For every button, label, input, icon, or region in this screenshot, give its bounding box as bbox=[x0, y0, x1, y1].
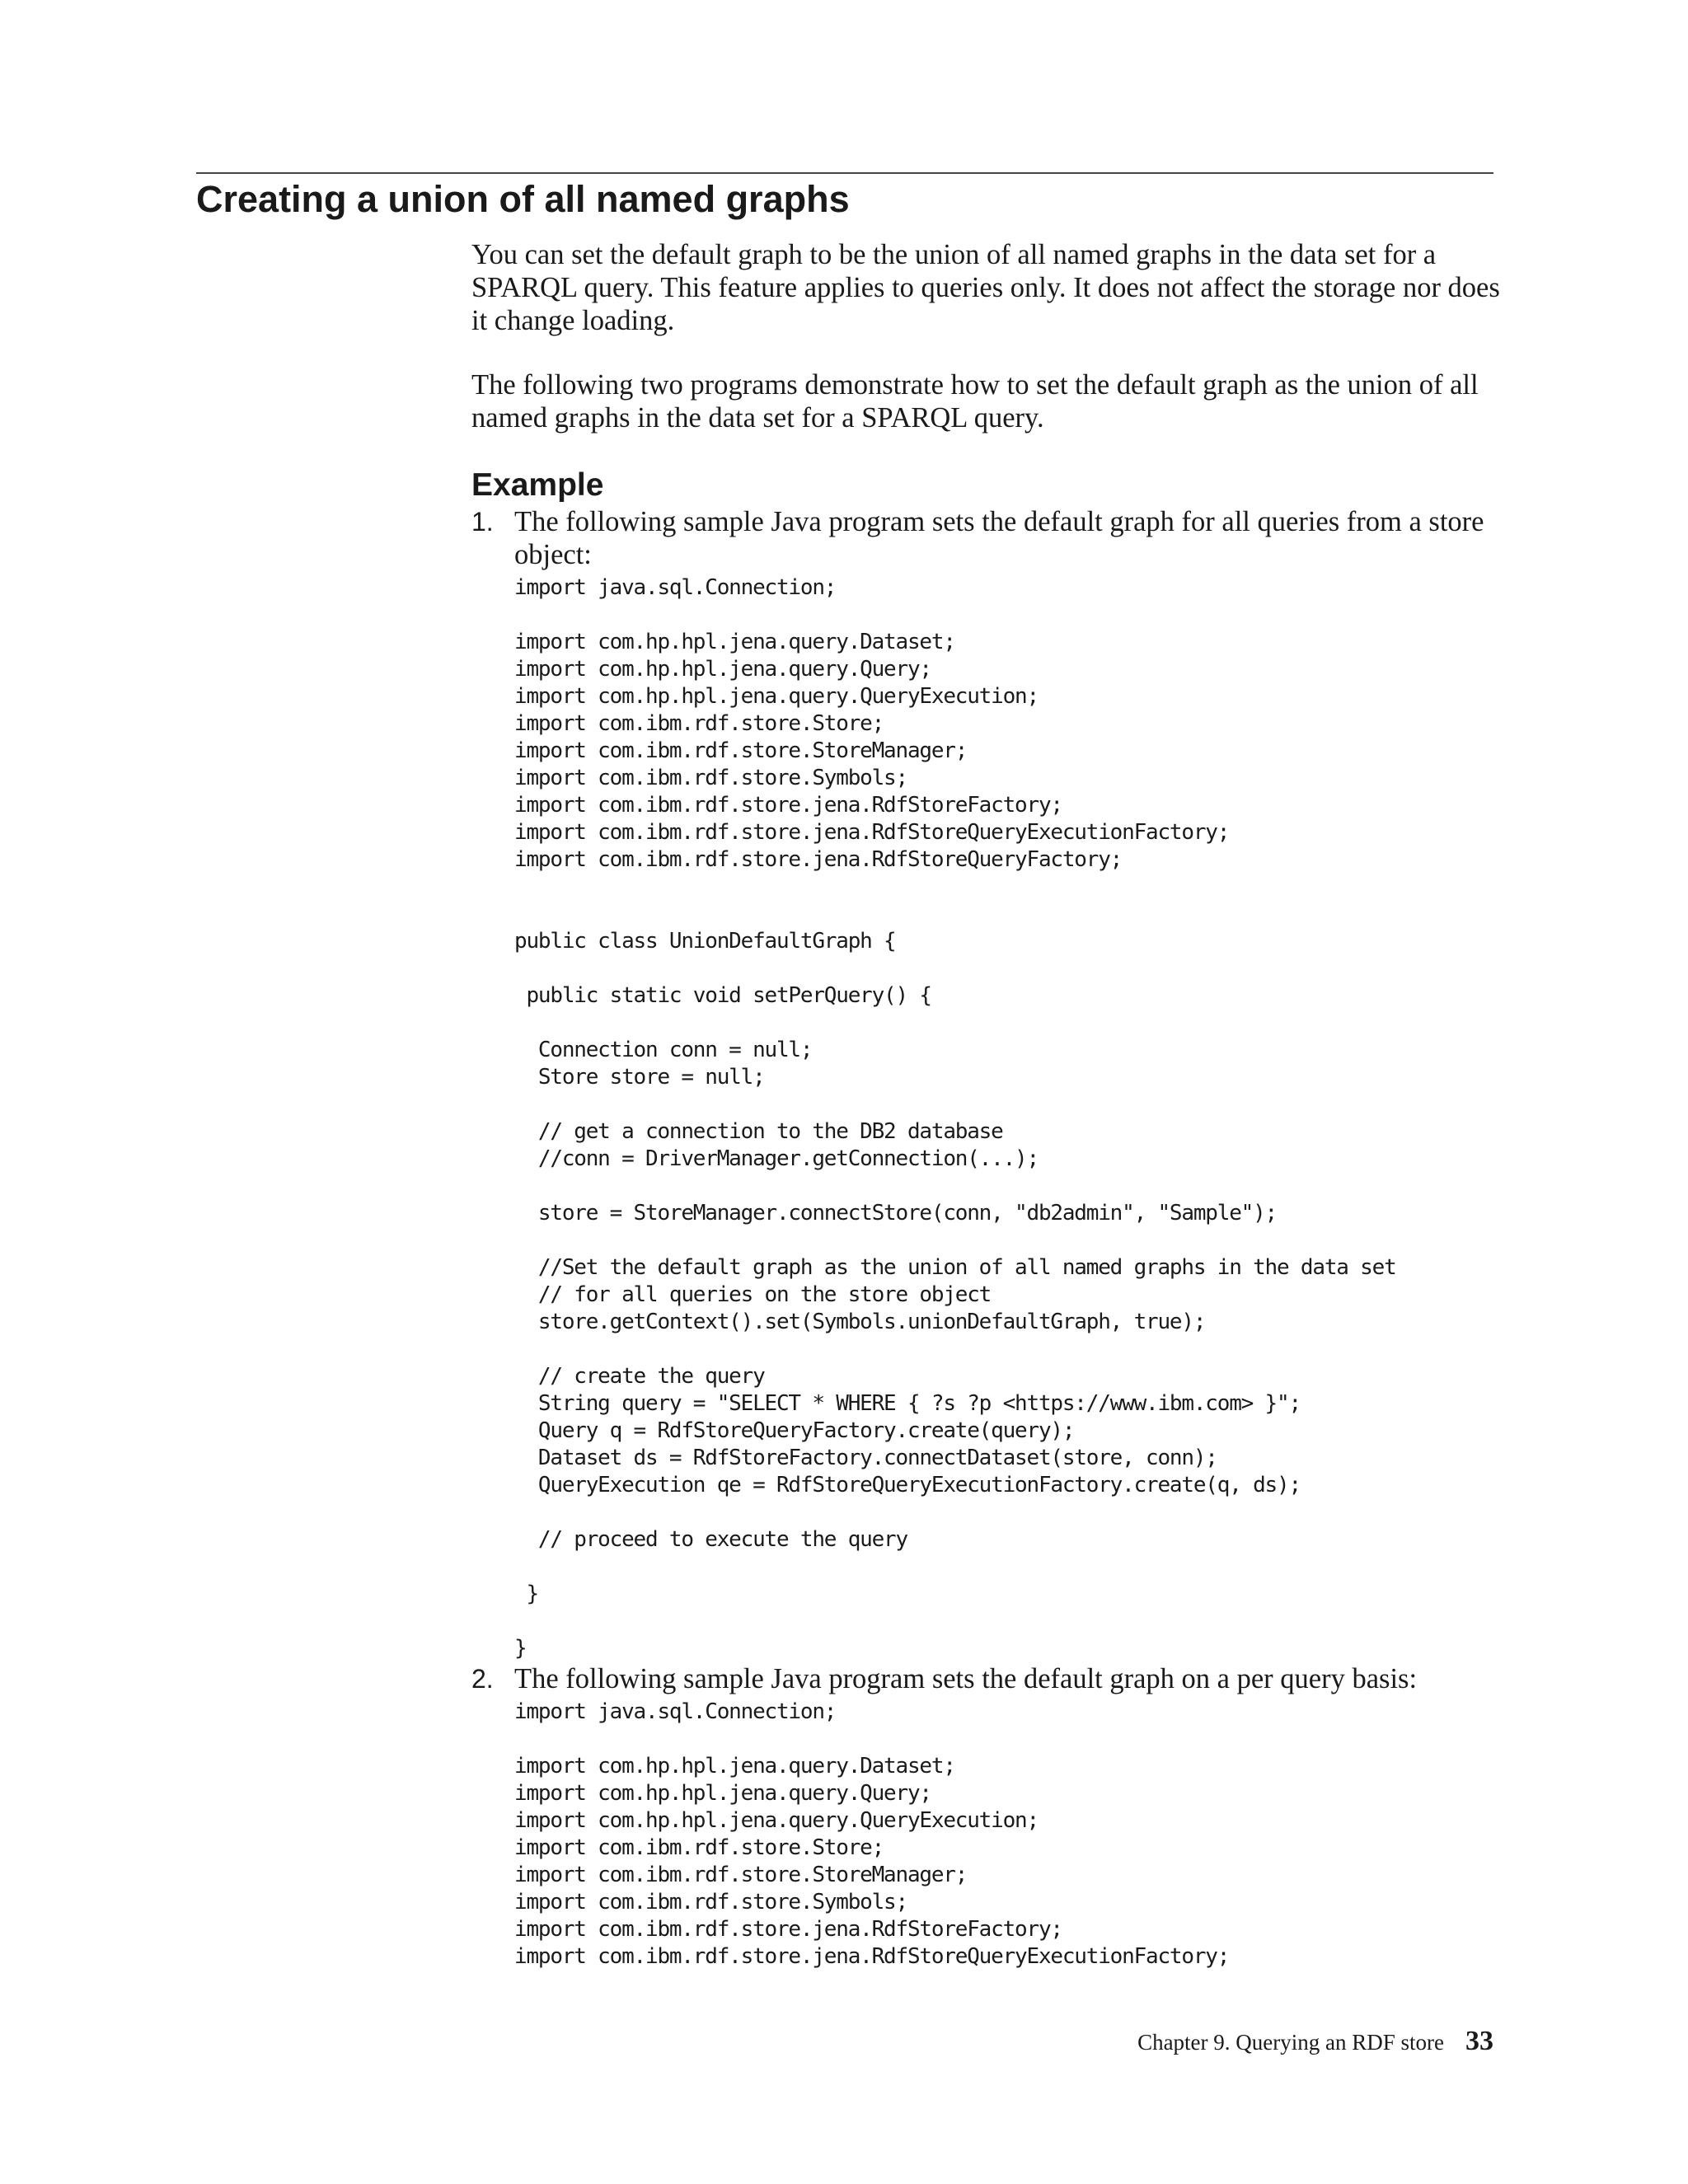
page-number: 33 bbox=[1465, 2026, 1493, 2056]
page-footer bbox=[1137, 2025, 1493, 2059]
example-steps bbox=[471, 505, 1502, 1971]
step-text: The following sample Java program sets the default graph for all queries from a store object: bbox=[514, 506, 1484, 570]
step-2 bbox=[471, 1662, 1502, 1971]
section-title: Creating a union of all named graphs bbox=[196, 178, 850, 220]
code-block: import java.sql.Connection; import com.hp.hpl.jena.query.Dataset; import com.hp.hpl.jena.query.Query; import com.hp.hpl.jena.query.QueryExecution; import com.ibm.rdf.store.Store; import com.ibm.rdf.store.StoreManager; import com.ibm.rdf.store.Symbols; import com.ibm.rdf.store.jena.RdfStoreFactory; import com.ibm.rdf.store.jena.RdfStoreQueryExecutionFactory; bbox=[514, 1699, 1230, 1969]
main-content bbox=[471, 238, 1502, 1971]
section-top-rule bbox=[196, 172, 1493, 174]
code-block: import java.sql.Connection; import com.hp.hpl.jena.query.Dataset; import com.hp.hpl.jena.query.Query; import com.hp.hpl.jena.query.QueryExecution; import com.ibm.rdf.store.Store; import com.ibm.rdf.store.StoreManager; import com.ibm.rdf.store.Symbols; import com.ibm.rdf.store.jena.RdfStoreFactory; import com.ibm.rdf.store.jena.RdfStoreQueryExecutionFactory; import com.ibm.rdf.store.jena.RdfStoreQueryFactory; public class UnionDefaultGraph { public static void setPerQuery() { Connection conn = null; Store store = null; // get a connection to the DB2 database //conn = DriverManager.getConnection(...); store = StoreManager.connectStore(conn, "db2admin", "Sample"); //Set the default graph as the union of all named graphs in the data set // for all queries on the store object store.getContext().set(Symbols.unionDefaultGraph, true); // create the query String query = "SELECT * WHERE { ?s ?p <https://www.ibm.com> }"; Query q = RdfStoreQueryFactory.create(query); Dataset ds = RdfStoreFactory.connectDataset(store, conn); QueryExecution qe = RdfStoreQueryExecutionFactory.create(q, ds); // proceed to execute the query } } bbox=[514, 575, 1396, 1661]
footer-chapter-title: Chapter 9. Querying an RDF store bbox=[1137, 2030, 1444, 2055]
step-number: 1. bbox=[471, 507, 494, 537]
step-1 bbox=[471, 505, 1502, 1662]
intro-paragraph-2: The following two programs demonstrate how to set the default graph as the union of all named graphs in the data set for a SPARQL query. bbox=[471, 369, 1479, 434]
step-text: The following sample Java program sets the default graph on a per query basis: bbox=[514, 1663, 1418, 1694]
step-number: 2. bbox=[471, 1664, 494, 1694]
intro-paragraph-1: You can set the default graph to be the union of all named graphs in the data set for a SPARQL query. This feature applies to queries only. It does not affect the storage nor does it change loading. bbox=[471, 239, 1500, 336]
example-heading: Example bbox=[471, 467, 604, 503]
